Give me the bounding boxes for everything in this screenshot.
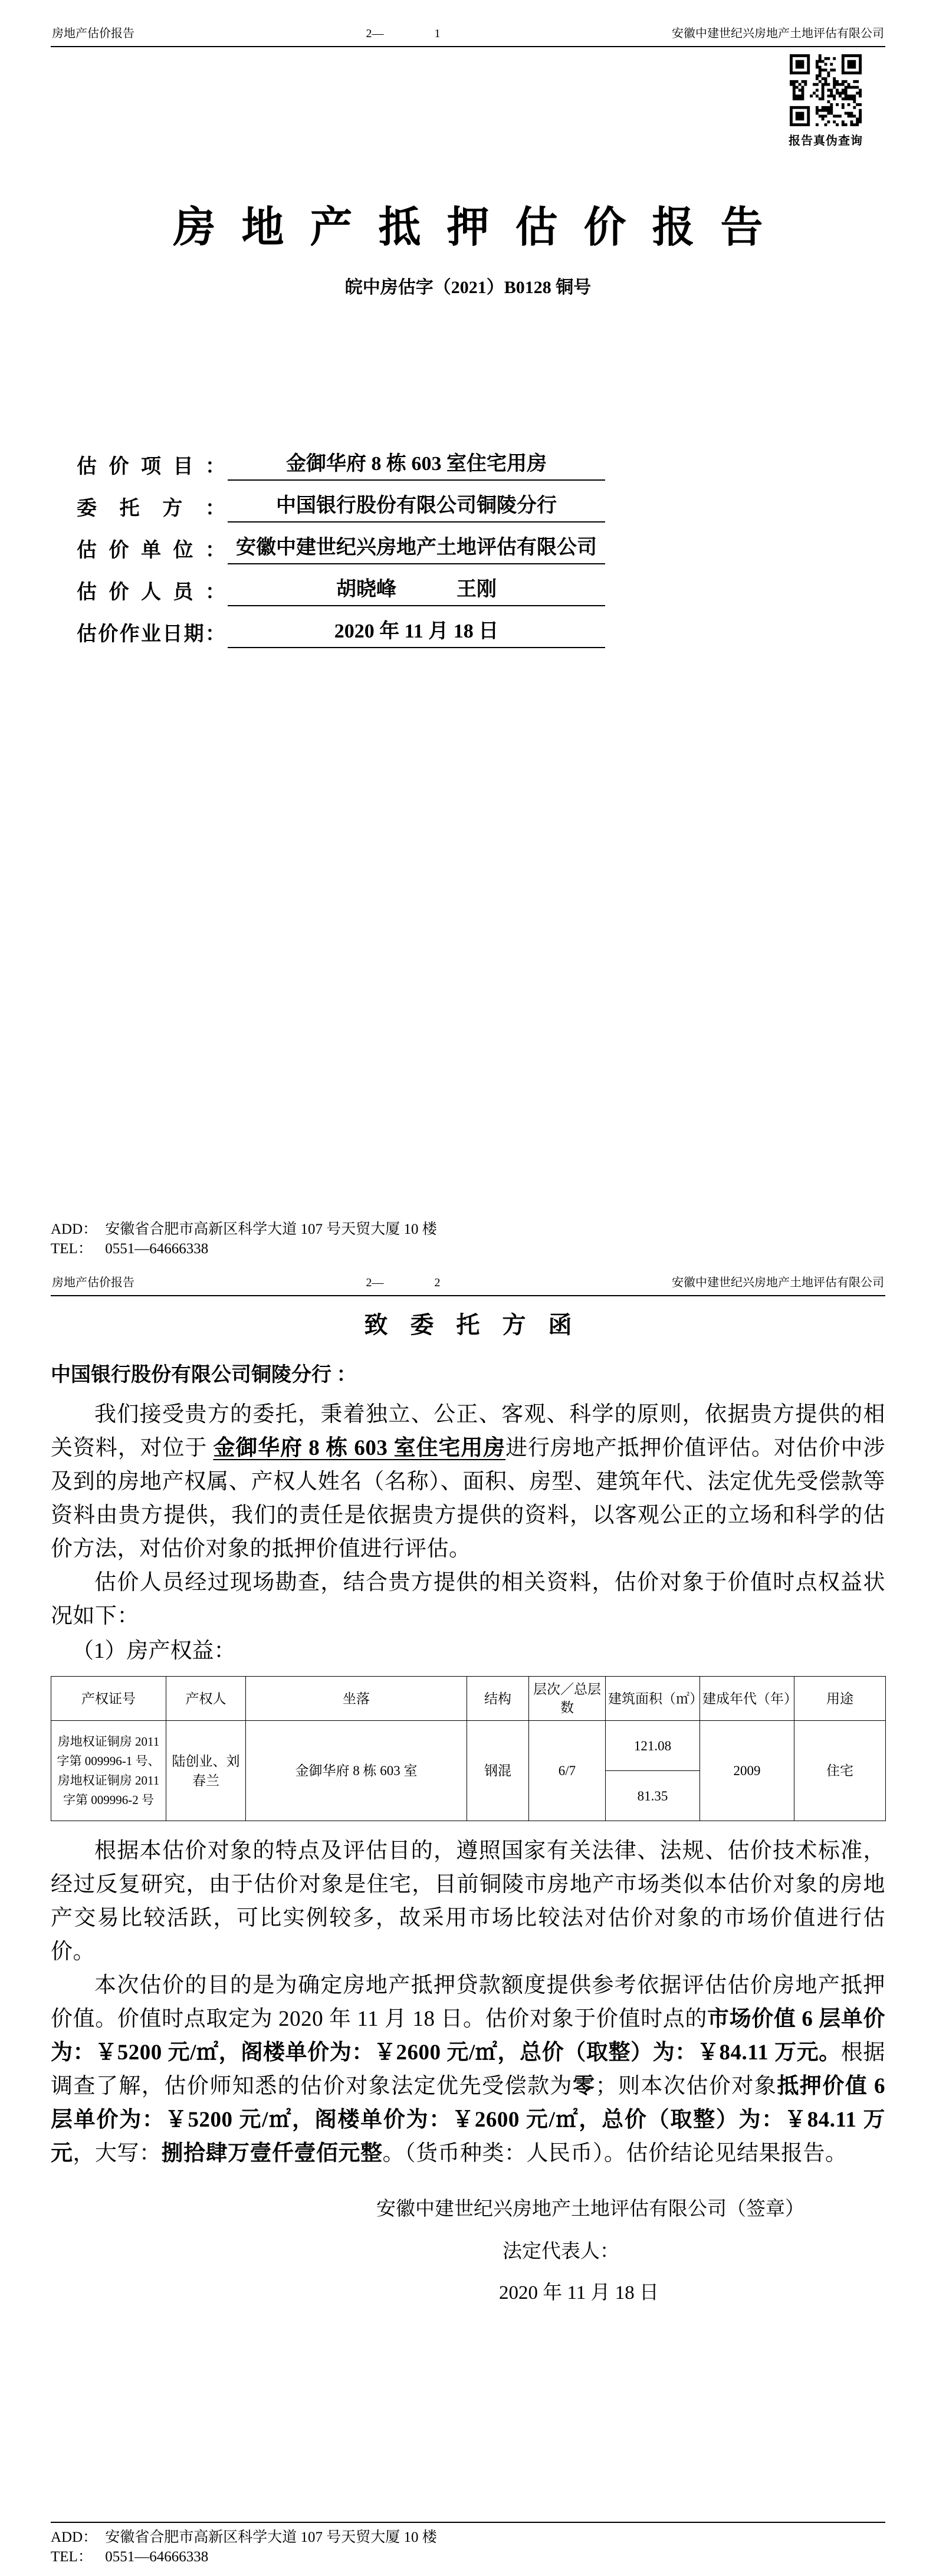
header-pagination-prefix: 2— [366,1276,384,1289]
signoff-date: 2020 年 11 月 18 日 [499,2282,659,2304]
letter-paragraph-3: 根据本估价对象的特点及评估目的，遵照国家有关法律、法规、估价技术标准，经过反复研究，由于估价对象是住宅，目前铜陵市房地产市场类似本估价对象的房地产交易比较活跃，可比实例较多，故采用市场比较法对估价对象的市场价值进行估价。 [51,1839,885,1964]
header-report-type: 房地产估价报告 [52,27,134,40]
field-value-agency: 安徽中建世纪兴房地产土地评估有限公司 [228,534,605,564]
cell-usage: 住宅 [794,1721,886,1821]
letter-title: 致委托方函 [364,1312,595,1338]
footer-address-line [51,2528,885,2547]
header-pagination [134,1275,672,1290]
qr-code-icon [790,54,862,126]
para4-segment: ，大写： [73,2141,162,2166]
cover-field-project [77,451,885,481]
footer-tel-line [51,1239,885,1259]
col-header-location: 坐落 [246,1677,467,1721]
cover-field-client [77,492,885,523]
document-number: 皖中房估字（2021）B0128 铜号 [344,278,592,297]
report-cover-page [0,0,936,1268]
page-footer [51,1220,885,1259]
cell-area-main: 121.08 [606,1721,700,1771]
para4-segment: 根据调查了解，估价师知悉的估价对象法定优先受偿款为 [51,2041,885,2098]
market-value-statement: 市场价值 6 层单价为：￥5200 元/㎡，阁楼单价为：￥2600 元/㎡，总价（取整）为：￥84.11 万元。 [51,2007,885,2065]
cell-cert-no: 房地权证铜房 2011 字第 009996-1 号、房地权证铜房 2011 字第 009996-2 号 [51,1721,166,1821]
letter-paragraph-2: 估价人员经过现场勘查，结合贵方提供的相关资料，估价对象于价值时点权益状况如下： [51,1570,885,1628]
signoff-company: 安徽中建世纪兴房地产土地评估有限公司（签章） [376,2199,804,2220]
para4-segment: ；则本次估价对象 [595,2074,777,2098]
letter-paragraph-4 [51,1969,885,2170]
zero-priority-claims: 零 [573,2074,596,2098]
cell-location: 金御华府 8 栋 603 室 [246,1721,467,1821]
header-report-type: 房地产估价报告 [52,1276,134,1289]
field-label-agency: 估价单位： [77,540,225,561]
header-page-number: 1 [434,27,441,40]
col-header-year-built: 建成年代（年） [700,1677,794,1721]
field-value-project: 金御华府 8 栋 603 室住宅用房 [228,451,605,481]
cell-year-built: 2009 [700,1721,794,1821]
para1-segment: 我们接受贵方的委托，秉着独立、公正、客观、科学的原则，依据贵方提供的相关资料，对位于 [51,1402,885,1460]
footer-tel-number: 0551—64666338 [105,2549,209,2565]
field-value-date: 2020 年 11 月 18 日 [228,618,605,648]
footer-add-label: ADD： [51,1221,98,1237]
header-company-name: 安徽中建世纪兴房地产土地评估有限公司 [672,1276,884,1289]
letter-page [0,1268,936,2576]
col-header-area: 建筑面积（㎡） [606,1677,700,1721]
field-label-project: 估价项目： [77,456,225,478]
footer-address-line [51,1220,885,1239]
footer-add-label: ADD： [51,2529,98,2545]
property-rights-item-label: （1）房产权益： [72,1639,236,1663]
field-value-appraisers: 胡晓峰 王刚 [228,576,605,606]
cover-field-appraisers [77,576,885,606]
footer-tel-number: 0551—64666338 [105,1241,209,1257]
field-label-appraisers: 估价人员： [77,581,225,603]
para4-segment: 。（货币种类：人民币）。估价结论见结果报告。 [382,2141,848,2166]
cover-form [77,451,885,648]
header-company-name: 安徽中建世纪兴房地产土地评估有限公司 [672,27,884,40]
col-header-usage: 用途 [794,1677,886,1721]
cover-field-date [77,618,885,648]
col-header-floors: 层次／总层数 [529,1677,606,1721]
qr-caption: 报告真伪查询 [789,134,863,147]
para4-segment: 本次估价的目的是为确定房地产抵押贷款额度提供参考依据评估估价房地产抵押价值。价值时点取定为 2020 年 11 月 18 日。估价对象于价值时点的 [51,1973,885,2031]
cell-floors: 6/7 [529,1721,606,1821]
mortgage-value-statement: 抵押价值 6 层单价为：￥5200 元/㎡，阁楼单价为：￥2600 元/㎡，总价（取整）为：￥84.11 万元 [51,2074,886,2166]
page-header [51,1268,885,1296]
table-header-row [51,1677,886,1721]
footer-tel-label: TEL： [51,1241,93,1257]
amount-in-words: 捌拾肆万壹仟壹佰元整 [161,2141,383,2166]
header-pagination-prefix: 2— [366,27,384,40]
letter-paragraph-1 [51,1398,885,1566]
cover-field-appraisal-agency [77,534,885,564]
table-row [51,1721,886,1771]
qr-verification-block [786,54,865,148]
col-header-owner: 产权人 [166,1677,246,1721]
page-header [51,0,885,47]
cell-owner: 陆创业、刘春兰 [166,1721,246,1821]
header-pagination [134,26,672,41]
field-value-client: 中国银行股份有限公司铜陵分行 [228,492,605,523]
signoff-legal-rep-label: 法定代表人： [503,2241,619,2262]
report-title: 房地产抵押估价报告 [173,204,789,251]
field-label-date: 估价作业日期： [77,623,225,645]
footer-address: 安徽省合肥市高新区科学大道 107 号天贸大厦 10 楼 [105,2529,437,2545]
col-header-cert-no: 产权证号 [51,1677,166,1721]
footer-tel-label: TEL： [51,2549,93,2565]
header-page-number: 2 [434,1276,441,1289]
property-name-highlight: 金御华府 8 栋 603 室住宅用房 [213,1436,506,1460]
col-header-structure: 结构 [467,1677,529,1721]
field-label-client: 委托方： [77,498,225,520]
property-rights-table [51,1676,886,1821]
para1-segment: 进行房地产抵押价值评估。对估价中涉及到的房地产权属、产权人姓名（名称）、面积、房型、建筑年代、法定优先受偿款等资料由贵方提供，我们的责任是依据贵方提供的资料，以客观公正的立场和科学的估价方法，对估价对象的抵押价值进行评估。 [51,1436,886,1561]
cell-structure: 钢混 [467,1721,529,1821]
cell-area-attic: 81.35 [606,1771,700,1821]
letter-salutation: 中国银行股份有限公司铜陵分行 ： [51,1364,357,1386]
footer-tel-line [51,2547,885,2567]
footer-address: 安徽省合肥市高新区科学大道 107 号天贸大厦 10 楼 [105,1221,437,1237]
page-footer [51,2522,885,2567]
